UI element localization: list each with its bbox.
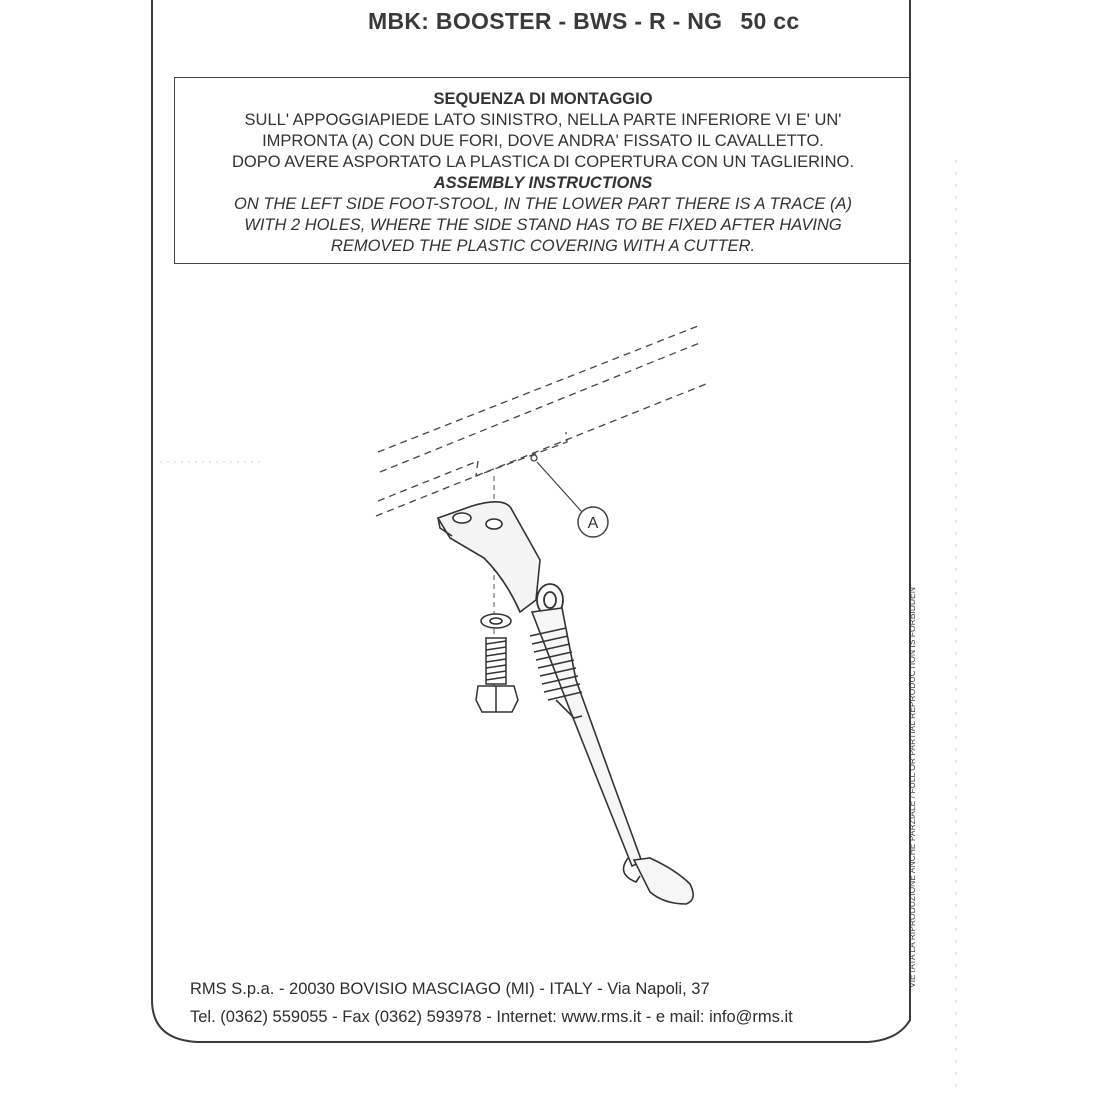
reproduction-notice: VIETATA LA RIPRODUZIONE ANCHE PARZIALE / FULL OR PARTIAL REPRODUCTION IS FORBIDDEN bbox=[907, 587, 917, 988]
italian-heading: SEQUENZA DI MONTAGGIO bbox=[433, 90, 653, 108]
english-line-3: REMOVED THE PLASTIC COVERING WITH A CUTTER. bbox=[330, 237, 756, 255]
mounting-bolt bbox=[476, 638, 518, 712]
callout-label: A bbox=[587, 515, 599, 532]
company-address: RMS S.p.a. - 20030 BOVISIO MASCIAGO (MI) - ITALY - Via Napoli, 37 bbox=[190, 980, 710, 998]
english-heading: ASSEMBLY INSTRUCTIONS bbox=[433, 174, 653, 192]
stand-bracket bbox=[438, 502, 540, 612]
stand-leg bbox=[532, 608, 693, 904]
displacement-label: 50 cc bbox=[740, 8, 800, 34]
english-line-1: ON THE LEFT SIDE FOOT-STOOL, IN THE LOWER PART THERE IS A TRACE (A) bbox=[234, 195, 852, 213]
english-line-2: WITH 2 HOLES, WHERE THE SIDE STAND HAS TO BE FIXED AFTER HAVING bbox=[244, 216, 842, 234]
callout-a bbox=[537, 462, 608, 537]
italian-line-1: SULL' APPOGGIAPIEDE LATO SINISTRO, NELLA PARTE INFERIORE VI E' UN' bbox=[244, 111, 842, 129]
italian-line-2: IMPRONTA (A) CON DUE FORI, DOVE ANDRA' FISSATO IL CAVALLETTO. bbox=[262, 132, 824, 150]
company-contacts: Tel. (0362) 559055 - Fax (0362) 593978 - Internet: www.rms.it - e mail: info@rms.it bbox=[190, 1008, 793, 1026]
italian-line-3: DOPO AVERE ASPORTATO LA PLASTICA DI COPERTURA CON UN TAGLIERINO. bbox=[232, 153, 854, 171]
model-title: MBK: BOOSTER - BWS - R - NG bbox=[368, 8, 723, 34]
washer bbox=[481, 614, 511, 628]
footboard-outline bbox=[376, 326, 706, 516]
mounting-hole-mark bbox=[531, 455, 537, 461]
